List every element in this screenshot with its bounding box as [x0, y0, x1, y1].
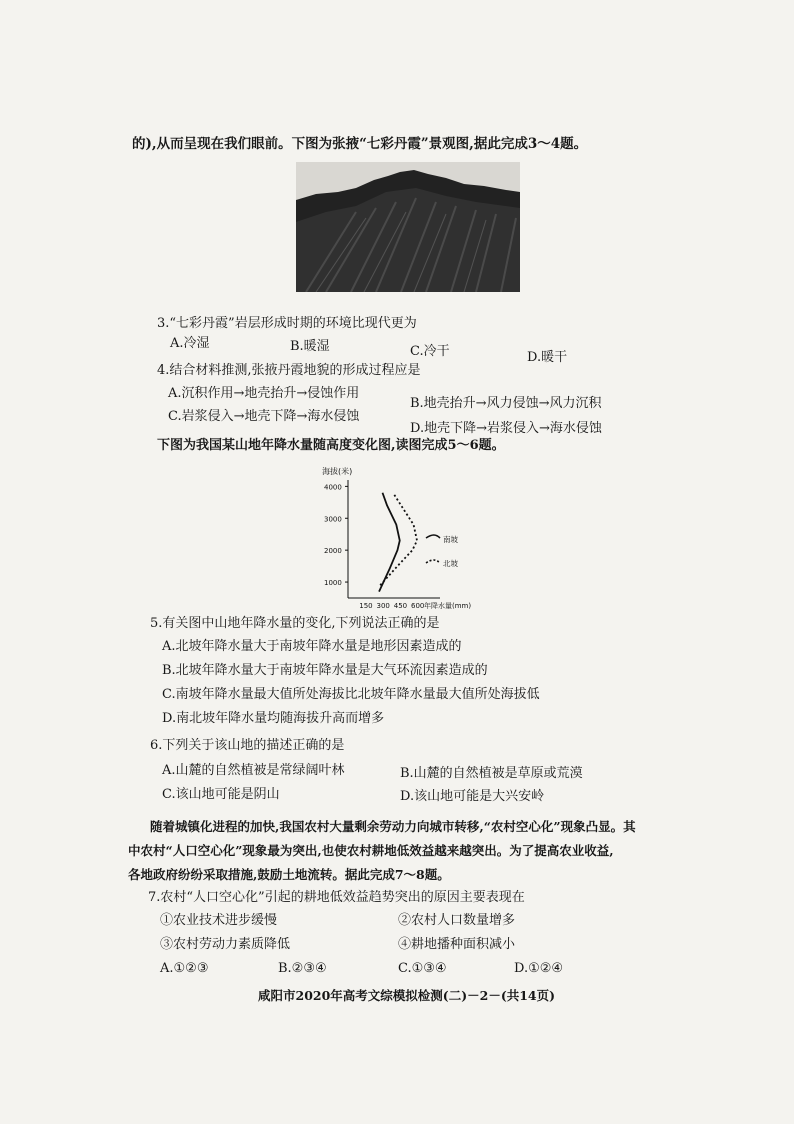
x-tick-label: 300: [376, 602, 390, 610]
q7-stem: 7.农村“人口空心化”引起的耕地低效益趋势突出的原因主要表现在: [148, 890, 525, 905]
q4-option-d: D.地壳下降→岩浆侵入→海水侵蚀: [410, 421, 602, 436]
q3-option-a: A.冷湿: [170, 336, 210, 351]
x-tick-label: 150: [359, 602, 373, 610]
y-tick-label: 1000: [324, 579, 342, 588]
q6-stem: 6.下列关于该山地的描述正确的是: [150, 738, 345, 753]
q6-option-d: D.该山地可能是大兴安岭: [400, 789, 545, 804]
q7-option-d: D.①②④: [514, 961, 564, 976]
chart-intro: 下图为我国某山地年降水量随高度变化图,读图完成5～6题。: [157, 438, 505, 453]
danxia-landscape-photo: [296, 162, 520, 292]
q7-option-a: A.①②③: [160, 961, 209, 976]
q7-item-3: ③农村劳动力素质降低: [160, 937, 291, 952]
legend-solid-swatch: [426, 535, 440, 538]
passage-line-3: 各地政府纷纷采取措施,鼓励土地流转。据此完成7～8题。: [128, 867, 450, 882]
y-tick-label: 4000: [324, 483, 342, 492]
q5-option-a: A.北坡年降水量大于南坡年降水量是地形因素造成的: [162, 639, 462, 654]
chart-y-axis-label: 海拔(米): [322, 467, 353, 476]
q7-item-2: ②农村人口数量增多: [398, 913, 516, 928]
q7-option-c: C.①③④: [398, 961, 447, 976]
chart-x-axis-label: 年降水量(mm): [424, 602, 472, 610]
passage-line-1: 随着城镇化进程的加快,我国农村大量剩余劳动力向城市转移,“农村空心化”现象凸显。其: [150, 819, 636, 834]
x-tick-label: 600: [411, 602, 425, 610]
passage-line-2: 中农村“人口空心化”现象最为突出,也使农村耕地低效益越来越突出。为了提高农业收益,: [128, 843, 614, 858]
legend-dotted-swatch: [426, 560, 440, 563]
q3-stem: 3.“七彩丹霞”岩层形成时期的环境比现代更为: [157, 316, 417, 331]
q7-option-b: B.②③④: [278, 961, 327, 976]
q6-option-b: B.山麓的自然植被是草原或荒漠: [400, 766, 583, 781]
legend-south-slope: 南坡: [443, 535, 458, 544]
q3-option-d: D.暖干: [527, 350, 568, 365]
q3-option-c: C.冷干: [410, 344, 450, 359]
y-tick-label: 3000: [324, 515, 342, 524]
q4-stem: 4.结合材料推测,张掖丹霞地貌的形成过程应是: [157, 363, 421, 378]
precipitation-altitude-chart: [300, 462, 500, 614]
page-footer: 咸阳市2020年高考文综模拟检测(二)－2－(共14页): [258, 988, 556, 1003]
x-tick-label: 450: [393, 602, 408, 610]
q4-option-a: A.沉积作用→地壳抬升→侵蚀作用: [168, 386, 360, 401]
q5-stem: 5.有关图中山地年降水量的变化,下列说法正确的是: [150, 616, 440, 631]
chart-legend: [426, 534, 458, 568]
q6-option-c: C.该山地可能是阴山: [162, 787, 280, 802]
q7-item-4: ④耕地播种面积减小: [398, 937, 516, 952]
q6-option-a: A.山麓的自然植被是常绿阔叶林: [162, 763, 345, 778]
y-tick-label: 2000: [324, 547, 342, 556]
q7-item-1: ①农业技术进步缓慢: [160, 913, 278, 928]
q5-option-c: C.南坡年降水量最大值所处海拔比北坡年降水量最大值所处海拔低: [162, 687, 540, 702]
q4-option-c: C.岩浆侵入→地壳下降→海水侵蚀: [168, 409, 360, 424]
intro-line: 的),从而呈现在我们眼前。下图为张掖“七彩丹霞”景观图,据此完成3～4题。: [132, 136, 588, 152]
series-line-north-slope: [380, 494, 417, 585]
legend-north-slope: 北坡: [443, 559, 458, 568]
series-line-south-slope: [379, 493, 400, 592]
q4-option-b: B.地壳抬升→风力侵蚀→风力沉积: [410, 396, 602, 411]
q5-option-b: B.北坡年降水量大于南坡年降水量是大气环流因素造成的: [162, 663, 488, 678]
q3-option-b: B.暖湿: [290, 339, 330, 354]
q5-option-d: D.南北坡年降水量均随海拔升高而增多: [162, 711, 385, 726]
